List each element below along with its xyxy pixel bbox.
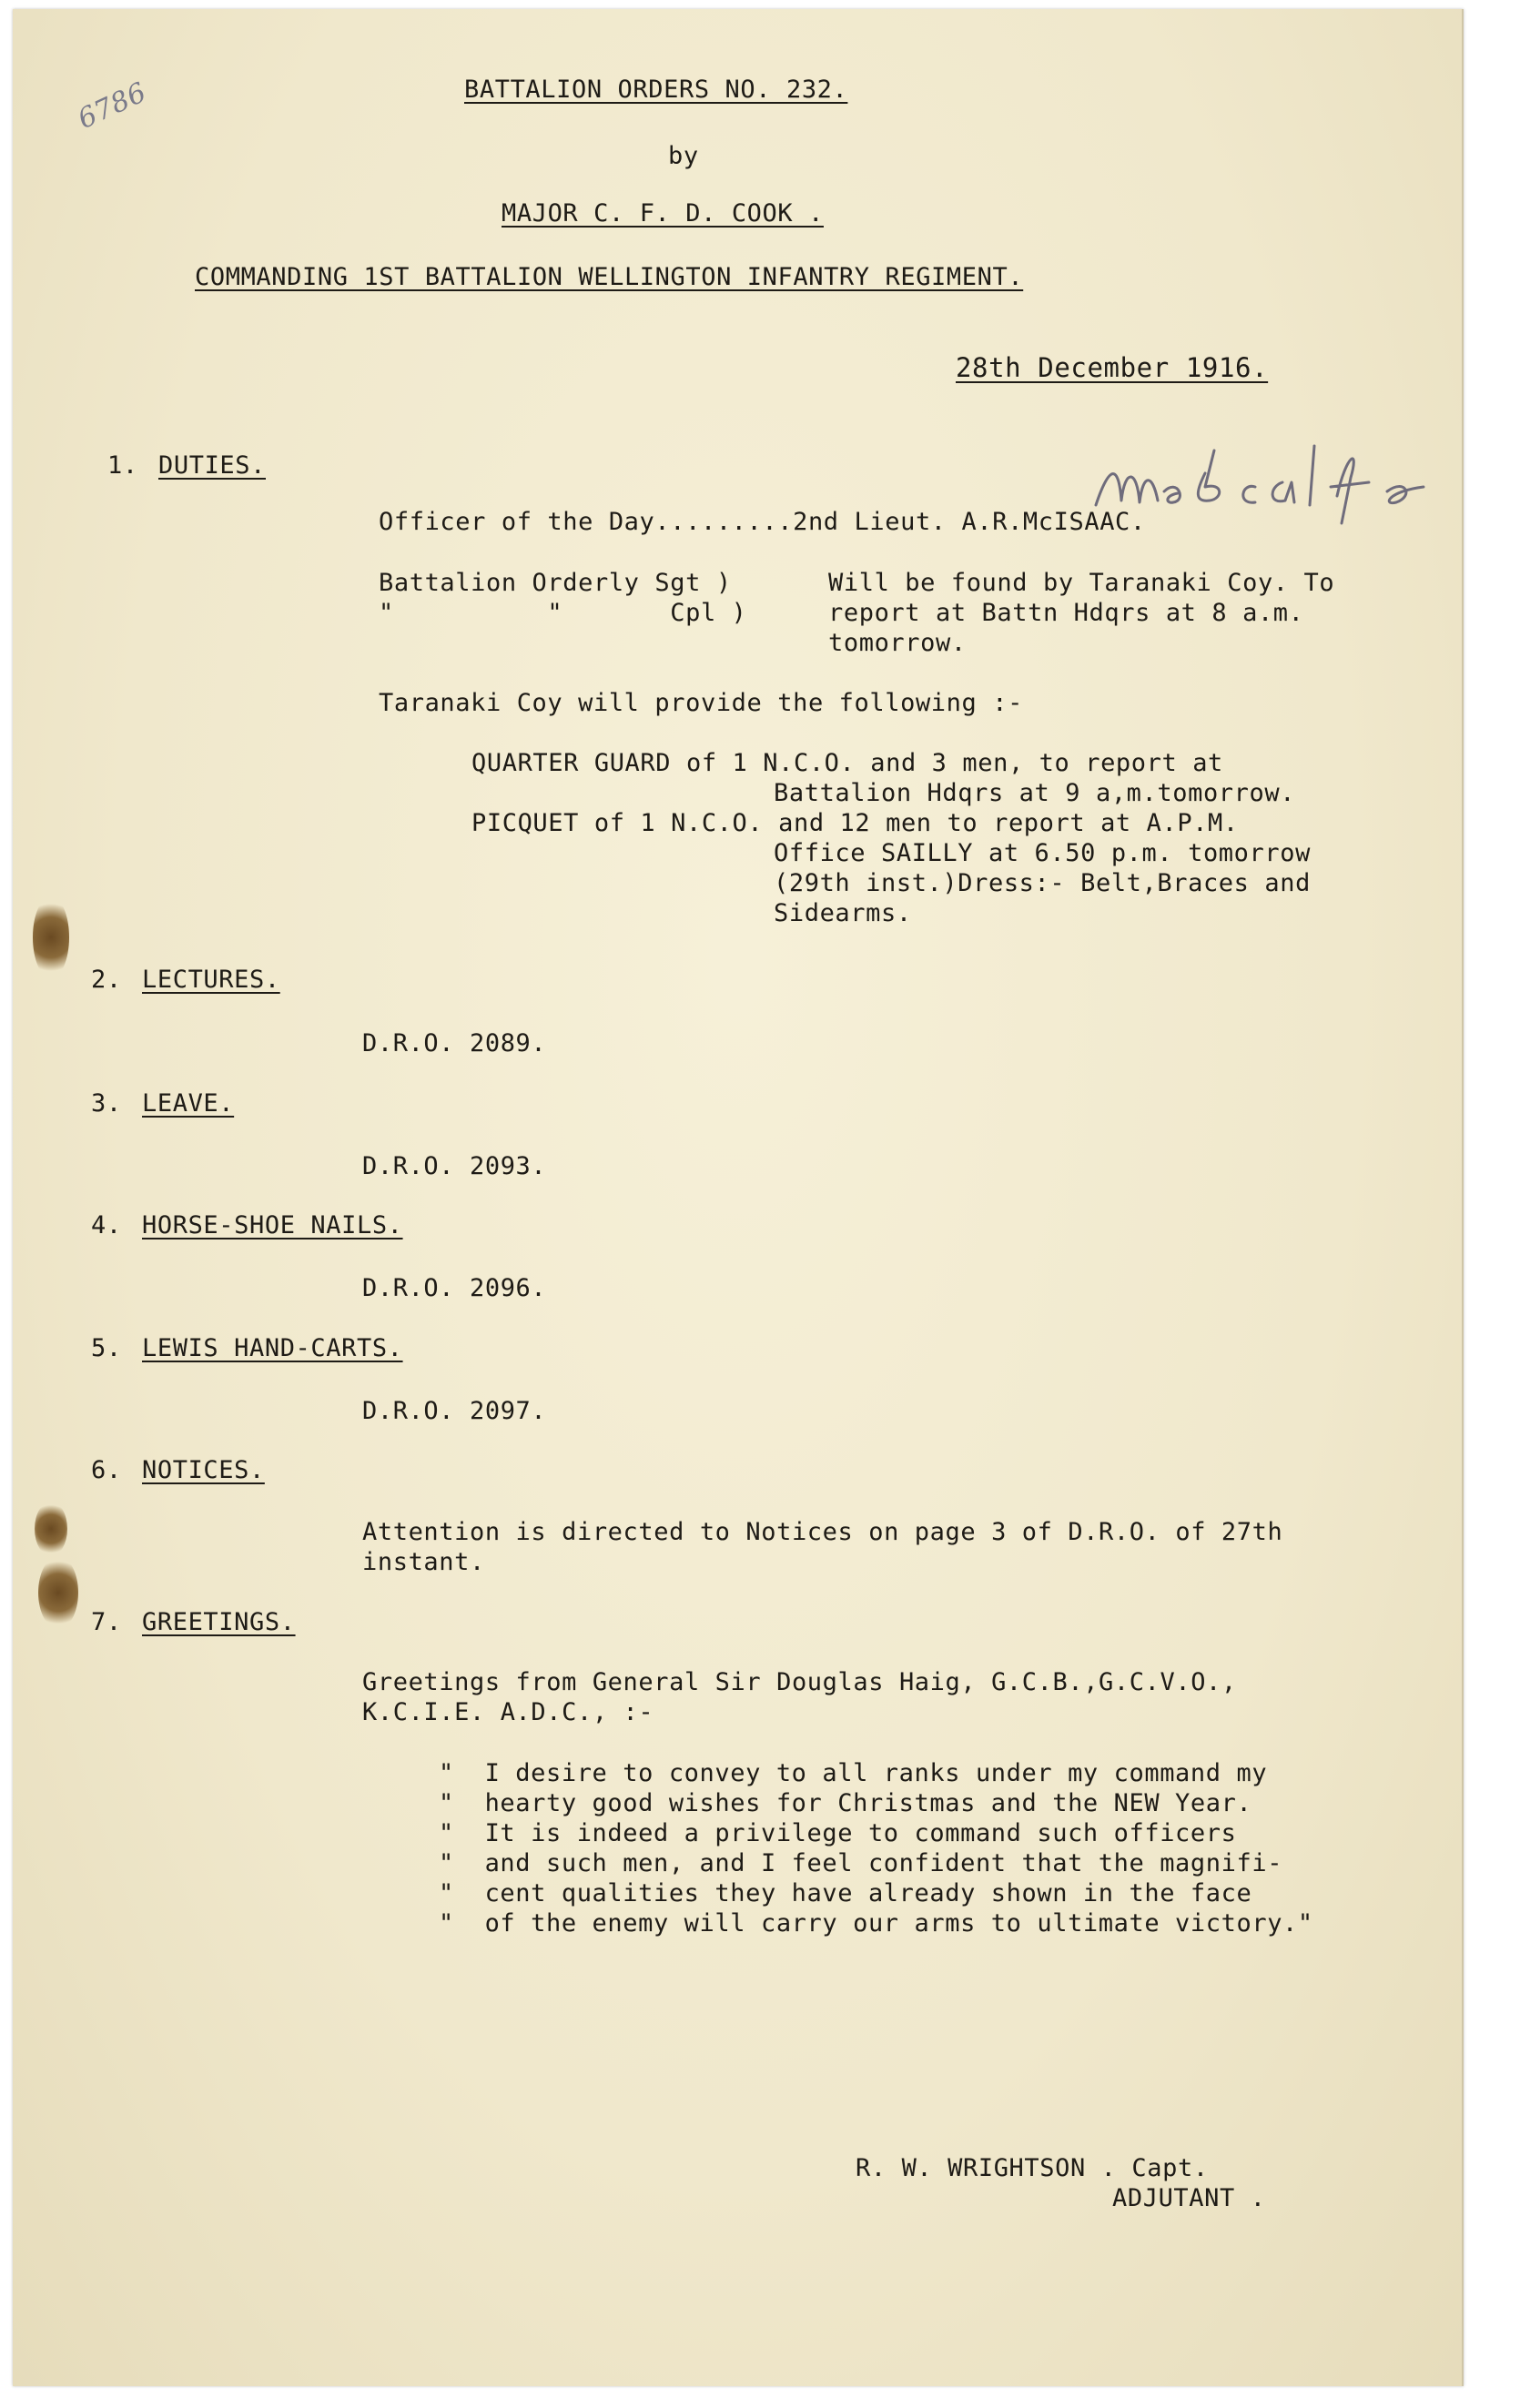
quarter-guard: Battalion Hdqrs at 9 a,m.tomorrow. (774, 779, 1296, 807)
dro-reference: D.R.O. 2093. (362, 1152, 547, 1180)
document-page (13, 9, 1464, 2386)
orderly-sgt: Battalion Orderly Sgt ) (379, 569, 732, 597)
orderly-note: Will be found by Taranaki Coy. To (828, 569, 1335, 597)
picquet: Office SAILLY at 6.50 p.m. tomorrow (774, 839, 1311, 867)
section-number: 6. (91, 1456, 122, 1484)
notices-text: Attention is directed to Notices on page 3 of D.R.O. of 27th (362, 1518, 1283, 1546)
burn-stain (33, 896, 69, 978)
burn-stain (38, 1556, 78, 1629)
orderly-note: report at Battn Hdqrs at 8 a.m. (828, 599, 1304, 627)
quote-line: " It is indeed a privilege to command such officers (439, 1819, 1237, 1847)
section-heading-notices: NOTICES. (142, 1456, 265, 1484)
quote-line: " and such men, and I feel confident that the magnifi- (439, 1849, 1283, 1877)
commander-name: MAJOR C. F. D. COOK . (502, 199, 824, 228)
order-date: 28th December 1916. (956, 352, 1269, 383)
signature-name: R. W. WRIGHTSON . Capt. (856, 2154, 1209, 2182)
quote-line: " hearty good wishes for Christmas and the NEW Year. (439, 1789, 1252, 1817)
section-heading-horseshoe: HORSE-SHOE NAILS. (142, 1211, 403, 1239)
notices-text: instant. (362, 1548, 485, 1576)
order-by: by (668, 142, 699, 170)
burn-stain (35, 1502, 67, 1556)
section-number: 7. (91, 1608, 122, 1636)
orderly-cpl: " " Cpl ) (379, 599, 747, 627)
section-heading-lewis: LEWIS HAND-CARTS. (142, 1334, 403, 1362)
quote-line: " of the enemy will carry our arms to ultimate victory." (439, 1909, 1313, 1938)
margin-note: 6786 (73, 76, 152, 137)
section-number: 1. (107, 451, 138, 480)
quarter-guard: QUARTER GUARD of 1 N.C.O. and 3 men, to report at (471, 749, 1223, 777)
section-number: 5. (91, 1334, 122, 1362)
section-number: 2. (91, 966, 122, 994)
picquet: Sidearms. (774, 899, 912, 927)
section-heading-lectures: LECTURES. (142, 966, 280, 994)
officer-of-day: Officer of the Day.........2nd Lieut. A.R.McISAAC. (379, 508, 1146, 536)
taranaki-line: Taranaki Coy will provide the following :- (379, 689, 1023, 717)
greetings-intro: K.C.I.E. A.D.C., :- (362, 1698, 654, 1726)
section-heading-greetings: GREETINGS. (142, 1608, 296, 1636)
order-title: BATTALION ORDERS NO. 232. (464, 76, 848, 104)
section-heading-leave: LEAVE. (142, 1089, 235, 1118)
picquet: PICQUET of 1 N.C.O. and 12 men to report at A.P.M. (471, 809, 1239, 837)
unit-name: COMMANDING 1ST BATTALION WELLINGTON INFANTRY REGIMENT. (195, 263, 1024, 291)
section-heading-duties: DUTIES. (158, 451, 266, 480)
signature-title: ADJUTANT . (1112, 2184, 1266, 2212)
dro-reference: D.R.O. 2096. (362, 1274, 547, 1302)
quote-line: " cent qualities they have already shown in the face (439, 1879, 1252, 1907)
dro-reference: D.R.O. 2089. (362, 1029, 547, 1057)
greetings-intro: Greetings from General Sir Douglas Haig, G.C.B.,G.C.V.O., (362, 1668, 1237, 1696)
picquet: (29th inst.)Dress:- Belt,Braces and (774, 869, 1311, 897)
section-number: 4. (91, 1211, 122, 1239)
dro-reference: D.R.O. 2097. (362, 1397, 547, 1425)
orderly-note: tomorrow. (828, 629, 967, 657)
section-number: 3. (91, 1089, 122, 1118)
quote-line: " I desire to convey to all ranks under my command my (439, 1759, 1268, 1787)
